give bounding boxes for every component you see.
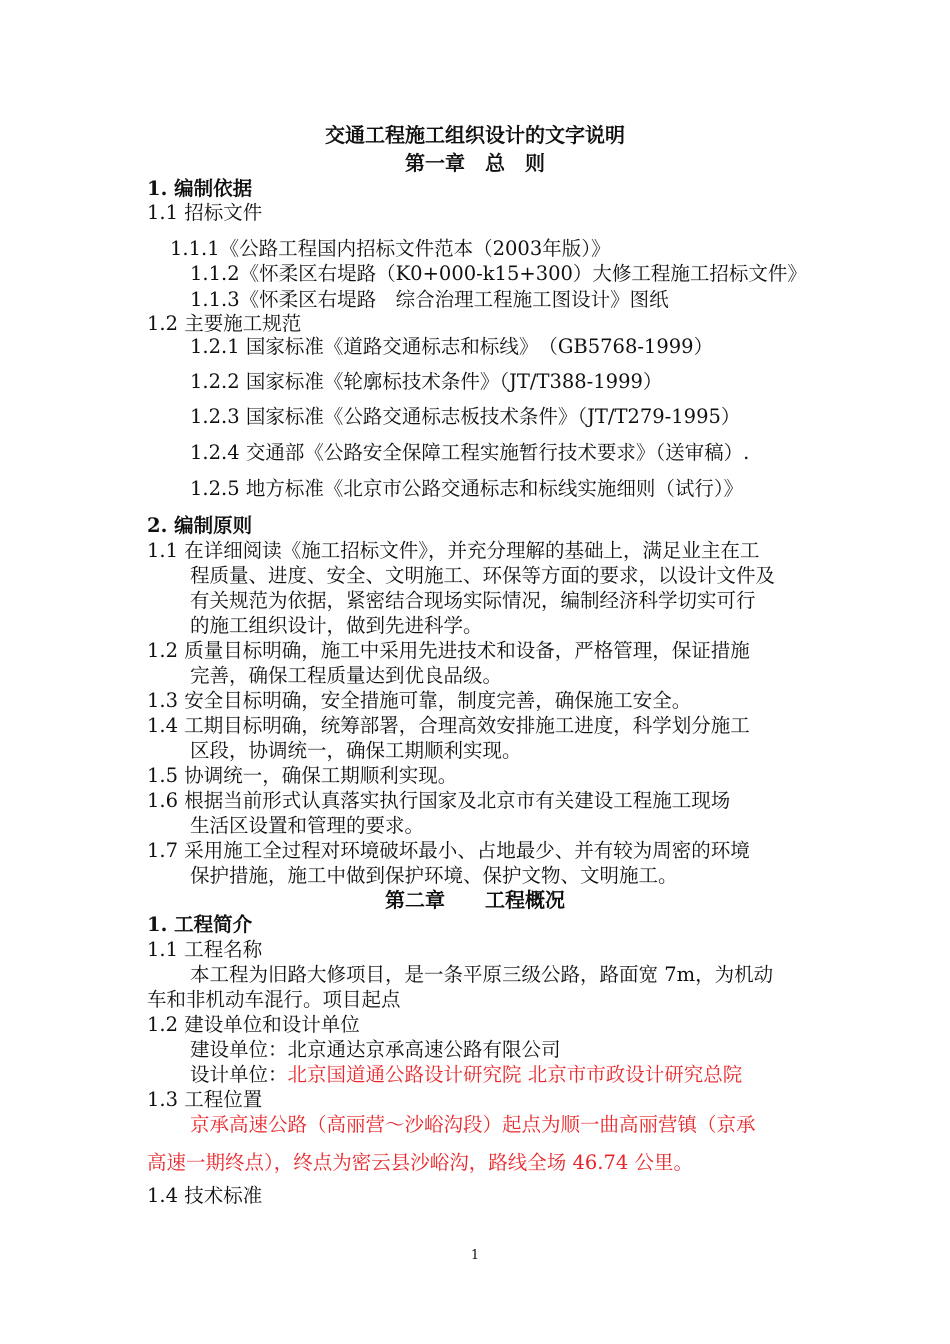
list-item: 1.2.2 国家标准《轮廓标技术条件》（JT/T388-1999） [190, 370, 663, 393]
subsection-label: 1.1 招标文件 [147, 201, 263, 224]
paragraph-line: 1.2 质量目标明确，施工中采用先进技术和设备，严格管理，保证措施 [147, 639, 750, 662]
paragraph-line: 有关规范为依据，紧密结合现场实际情况，编制经济科学切实可行 [190, 589, 756, 612]
paragraph-line: 保护措施，施工中做到保护环境、保护文物、文明施工。 [190, 864, 678, 887]
subsection-label: 1.3 工程位置 [147, 1088, 263, 1111]
chapter1-heading: 第一章 总 则 [405, 151, 545, 175]
builder-label: 建设单位： [190, 1038, 288, 1061]
list-item: 1.2.3 国家标准《公路交通标志板技术条件》（JT/T279-1995） [190, 405, 741, 428]
list-item: 1.1.2《怀柔区右堤路（K0+000-k15+300）大修工程施工招标文件》 [190, 262, 807, 285]
designer-label: 设计单位： [190, 1063, 288, 1086]
paragraph-line: 1.7 采用施工全过程对环境破坏最小、占地最少、并有较为周密的环境 [147, 839, 750, 862]
paragraph-line: 1.4 工期目标明确，统筹部署，合理高效安排施工进度，科学划分施工 [147, 714, 750, 737]
paragraph-line: 车和非机动车混行。项目起点 [147, 988, 401, 1011]
page-number: 1 [470, 1248, 480, 1263]
list-item: 1.2.1 国家标准《道路交通标志和标线》 （GB5768-1999） [190, 335, 714, 358]
paragraph-line: 1.6 根据当前形式认真落实执行国家及北京市有关建设工程施工现场 [147, 789, 731, 812]
paragraph-line: 1.5 协调统一，确保工期顺利实现。 [147, 764, 458, 787]
paragraph-line: 1.1 在详细阅读《施工招标文件》，并充分理解的基础上，满足业主在工 [147, 539, 760, 562]
paragraph-line: 京承高速公路（高丽营～沙峪沟段）起点为顺一曲高丽营镇（京承 [190, 1113, 756, 1136]
subsection-label: 1.2 建设单位和设计单位 [147, 1013, 360, 1036]
paragraph-line: 完善，确保工程质量达到优良品级。 [190, 664, 503, 687]
subsection-label: 1.2 主要施工规范 [147, 312, 302, 335]
paragraph-line: 高速一期终点），终点为密云县沙峪沟，路线全场 46.74 公里。 [147, 1151, 693, 1174]
paragraph-line: 区段，协调统一，确保工期顺利实现。 [190, 739, 522, 762]
section-heading: 1. 编制依据 [147, 177, 253, 200]
builder-line [190, 1037, 561, 1063]
subsection-label: 1.1 工程名称 [147, 938, 263, 961]
section-heading: 2. 编制原则 [147, 514, 253, 537]
paragraph-line: 生活区设置和管理的要求。 [190, 814, 425, 837]
document-title: 交通工程施工组织设计的文字说明 [325, 123, 625, 147]
paragraph-line: 本工程为旧路大修项目，是一条平原三级公路，路面宽 7m，为机动 [190, 963, 774, 986]
designer-line [190, 1062, 742, 1088]
subsection-label: 1.4 技术标准 [147, 1184, 263, 1207]
list-item: 1.2.4 交通部《公路安全保障工程实施暂行技术要求》（送审稿）. [190, 441, 750, 464]
designer-value: 北京国道通公路设计研究院 北京市市政设计研究总院 [287, 1063, 743, 1086]
builder-value: 北京通达京承高速公路有限公司 [287, 1038, 561, 1061]
list-item: 1.1.1《公路工程国内招标文件范本（2003年版）》 [170, 237, 611, 260]
list-item: 1.1.3《怀柔区右堤路 综合治理工程施工图设计》图纸 [190, 288, 669, 311]
chapter2-heading: 第二章 工程概况 [385, 888, 565, 912]
paragraph-line: 程质量、进度、安全、文明施工、环保等方面的要求，以设计文件及 [190, 564, 776, 587]
paragraph-line: 1.3 安全目标明确，安全措施可靠，制度完善，确保施工安全。 [147, 689, 692, 712]
section-heading: 1. 工程简介 [147, 913, 253, 936]
paragraph-line: 的施工组织设计，做到先进科学。 [190, 614, 483, 637]
list-item: 1.2.5 地方标准《北京市公路交通标志和标线实施细则（试行）》 [190, 477, 744, 500]
